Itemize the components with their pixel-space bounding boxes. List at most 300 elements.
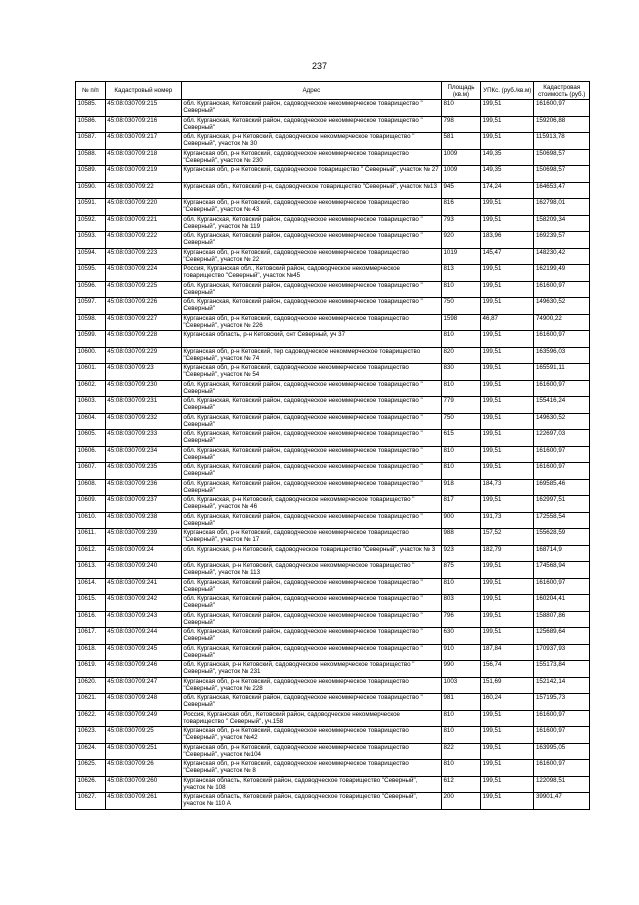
upks-cell: 199,51 [481, 331, 534, 348]
address-cell: Курганская обл, р-н Кетовский, садоводческое некоммерческое товарищество "Северный", участок № 17 [181, 529, 441, 546]
area-cell: 1019 [441, 248, 480, 265]
table-row [76, 512, 590, 529]
table-row [76, 710, 590, 727]
address-cell: обл. Курганская, Кетовский район, садоводческое некоммерческое товарищество " Северный" [181, 512, 441, 529]
row-number-cell: 10621. [76, 694, 106, 711]
table-row [76, 413, 590, 430]
area-cell: 920 [441, 232, 480, 249]
cadastral-number-cell: 45:08:030709:230 [105, 380, 181, 397]
table-row [76, 265, 590, 282]
cadastral-number-cell: 45:08:030709:25 [105, 727, 181, 744]
cadastral-number-cell: 45:08:030709:243 [105, 611, 181, 628]
row-number-cell: 10607. [76, 463, 106, 480]
row-number-cell: 10619. [76, 661, 106, 678]
row-number-cell: 10613. [76, 562, 106, 579]
upks-cell: 199,51 [481, 446, 534, 463]
row-number-cell: 10614. [76, 578, 106, 595]
upks-cell: 199,51 [481, 380, 534, 397]
row-number-cell: 10589. [76, 166, 106, 183]
cadastral-number-cell: 45:08:030709:219 [105, 166, 181, 183]
address-cell: обл. Курганская, Кетовский район, садоводческое некоммерческое товарищество " Северный" [181, 628, 441, 645]
area-cell: 817 [441, 496, 480, 513]
cadastral-number-cell: 45:08:030709:234 [105, 446, 181, 463]
cadastral-number-cell: 45:08:030709:231 [105, 397, 181, 414]
cadastral-value-cell: 125689,64 [534, 628, 590, 645]
upks-cell: 156,74 [481, 661, 534, 678]
area-cell: 793 [441, 215, 480, 232]
row-number-cell: 10598. [76, 314, 106, 331]
cadastral-value-cell: 161600,97 [534, 331, 590, 348]
table-row [76, 232, 590, 249]
upks-cell: 187,84 [481, 644, 534, 661]
cadastral-number-cell: 45:08:030709:224 [105, 265, 181, 282]
cadastral-value-cell: 174568,94 [534, 562, 590, 579]
upks-cell: 199,51 [481, 611, 534, 628]
table-header-row [76, 82, 590, 100]
cadastral-value-cell: 155173,84 [534, 661, 590, 678]
table-row [76, 430, 590, 447]
cadastral-value-cell: 39901,47 [534, 793, 590, 810]
area-cell: 990 [441, 661, 480, 678]
area-cell: 1598 [441, 314, 480, 331]
row-number-cell: 10605. [76, 430, 106, 447]
table-row [76, 727, 590, 744]
address-cell: Курганская обл, р-н Кетовский, садоводческое некоммерческое товарищество "Северный", участок № 228 [181, 677, 441, 694]
address-cell: обл. Курганская, Кетовский район, садоводческое некоммерческое товарищество " Северный" [181, 611, 441, 628]
upks-cell: 184,73 [481, 479, 534, 496]
header-address: Адрес [181, 82, 441, 100]
cadastral-number-cell: 45:08:030709:223 [105, 248, 181, 265]
table-row [76, 628, 590, 645]
cadastral-number-cell: 45:08:030709:241 [105, 578, 181, 595]
cadastral-number-cell: 45:08:030709:261 [105, 793, 181, 810]
cadastral-value-cell: 163995,05 [534, 743, 590, 760]
address-cell: обл. Курганская, Кетовский район, садоводческое некоммерческое товарищество " Северный" [181, 595, 441, 612]
cadastral-value-cell: 157195,73 [534, 694, 590, 711]
row-number-cell: 10623. [76, 727, 106, 744]
upks-cell: 151,69 [481, 677, 534, 694]
address-cell: обл. Курганская, Кетовский район, садоводческое некоммерческое товарищество " Северный" [181, 644, 441, 661]
header-area: Площадь (кв.м) [441, 82, 480, 100]
cadastral-number-cell: 45:08:030709:251 [105, 743, 181, 760]
row-number-cell: 10603. [76, 397, 106, 414]
address-cell: Курганская обл, р-н Кетовский, садоводческое некоммерческое товарищество "Северный", участок № 226 [181, 314, 441, 331]
area-cell: 910 [441, 644, 480, 661]
row-number-cell: 10611. [76, 529, 106, 546]
cadastral-number-cell: 45:08:030709:260 [105, 776, 181, 793]
table-row [76, 182, 590, 199]
upks-cell: 157,52 [481, 529, 534, 546]
row-number-cell: 10586. [76, 116, 106, 133]
upks-cell: 149,35 [481, 166, 534, 183]
row-number-cell: 10596. [76, 281, 106, 298]
table-row [76, 331, 590, 348]
cadastral-value-cell: 161600,97 [534, 380, 590, 397]
area-cell: 803 [441, 595, 480, 612]
cadastral-number-cell: 45:08:030709:225 [105, 281, 181, 298]
area-cell: 798 [441, 116, 480, 133]
address-cell: обл. Курганская, Кетовский район, садоводческое некоммерческое товарищество " Северный" [181, 479, 441, 496]
table-row [76, 694, 590, 711]
row-number-cell: 10610. [76, 512, 106, 529]
row-number-cell: 10599. [76, 331, 106, 348]
cadastral-number-cell: 45:08:030709:236 [105, 479, 181, 496]
upks-cell: 199,51 [481, 496, 534, 513]
area-cell: 810 [441, 760, 480, 777]
row-number-cell: 10600. [76, 347, 106, 364]
row-number-cell: 10608. [76, 479, 106, 496]
area-cell: 796 [441, 611, 480, 628]
cadastral-value-cell: 169239,57 [534, 232, 590, 249]
upks-cell: 199,51 [481, 116, 534, 133]
cadastral-value-cell: 155628,59 [534, 529, 590, 546]
address-cell: обл. Курганская, р-н Кетовский, садоводческое некоммерческое товарищество " Северный", участок № 113 [181, 562, 441, 579]
cadastral-table [75, 81, 590, 810]
area-cell: 810 [441, 710, 480, 727]
header-cadastral-number: Кадастровый номер [105, 82, 181, 100]
upks-cell: 199,51 [481, 463, 534, 480]
cadastral-number-cell: 45:08:030709:222 [105, 232, 181, 249]
table-row [76, 248, 590, 265]
row-number-cell: 10627. [76, 793, 106, 810]
cadastral-number-cell: 45:08:030709:229 [105, 347, 181, 364]
cadastral-value-cell: 172558,54 [534, 512, 590, 529]
upks-cell: 199,51 [481, 199, 534, 216]
table-row [76, 314, 590, 331]
upks-cell: 199,51 [481, 727, 534, 744]
cadastral-value-cell: 74900,22 [534, 314, 590, 331]
row-number-cell: 10597. [76, 298, 106, 315]
cadastral-value-cell: 161600,97 [534, 578, 590, 595]
upks-cell: 199,51 [481, 413, 534, 430]
address-cell: обл. Курганская, Кетовский район, садоводческое некоммерческое товарищество " Северный" [181, 281, 441, 298]
cadastral-value-cell: 161600,97 [534, 100, 590, 117]
address-cell: обл. Курганская, Кетовский район, садоводческое некоммерческое товарищество " Северный" [181, 413, 441, 430]
table-row [76, 496, 590, 513]
table-row [76, 578, 590, 595]
row-number-cell: 10617. [76, 628, 106, 645]
cadastral-value-cell: 148230,42 [534, 248, 590, 265]
table-row [76, 611, 590, 628]
cadastral-number-cell: 45:08:030709:217 [105, 133, 181, 150]
cadastral-value-cell: 162798,01 [534, 199, 590, 216]
cadastral-number-cell: 45:08:030709:240 [105, 562, 181, 579]
address-cell: Курганская обл, р-н Кетовский, садоводческое некоммерческое товарищество "Северный", участок № 230 [181, 149, 441, 166]
area-cell: 816 [441, 199, 480, 216]
table-row [76, 479, 590, 496]
cadastral-number-cell: 45:08:030709:221 [105, 215, 181, 232]
area-cell: 945 [441, 182, 480, 199]
address-cell: Курганская область, Кетовский район, садоводческое товарищество "Северный", участок № 110 А [181, 793, 441, 810]
cadastral-value-cell: 150698,57 [534, 166, 590, 183]
table-row [76, 199, 590, 216]
cadastral-value-cell: 149630,52 [534, 298, 590, 315]
area-cell: 810 [441, 463, 480, 480]
table-row [76, 644, 590, 661]
cadastral-number-cell: 45:08:030709:235 [105, 463, 181, 480]
address-cell: Россия, Курганская обл., Кетовский район, садоводческое некоммерческое товарищество " Северный", уч.158 [181, 710, 441, 727]
cadastral-number-cell: 45:08:030709:215 [105, 100, 181, 117]
cadastral-number-cell: 45:08:030709:216 [105, 116, 181, 133]
address-cell: Курганская обл, р-н Кетовский, садоводческое некоммерческое товарищество "Северный", участок № 8 [181, 760, 441, 777]
table-row [76, 463, 590, 480]
cadastral-value-cell: 150698,57 [534, 149, 590, 166]
table-row [76, 166, 590, 183]
row-number-cell: 10606. [76, 446, 106, 463]
row-number-cell: 10624. [76, 743, 106, 760]
upks-cell: 199,51 [481, 100, 534, 117]
table-row [76, 133, 590, 150]
cadastral-value-cell: 161600,97 [534, 727, 590, 744]
address-cell: обл. Курганская, Кетовский район, садоводческое некоммерческое товарищество " Северный" [181, 446, 441, 463]
cadastral-number-cell: 45:08:030709:244 [105, 628, 181, 645]
cadastral-value-cell: 162199,49 [534, 265, 590, 282]
address-cell: обл. Курганская, Кетовский район, садоводческое некоммерческое товарищество " Северный" [181, 463, 441, 480]
area-cell: 810 [441, 578, 480, 595]
address-cell: Курганская область, Кетовский район, садоводческое товарищество "Северный", участок № 108 [181, 776, 441, 793]
address-cell: обл. Курганская, Кетовский район, садоводческое некоммерческое товарищество " Северный" [181, 430, 441, 447]
area-cell: 630 [441, 628, 480, 645]
upks-cell: 145,47 [481, 248, 534, 265]
upks-cell: 199,51 [481, 364, 534, 381]
cadastral-number-cell: 45:08:030709:220 [105, 199, 181, 216]
cadastral-value-cell: 161600,97 [534, 463, 590, 480]
address-cell: обл. Курганская, Кетовский район, садоводческое некоммерческое товарищество " Северный" [181, 380, 441, 397]
row-number-cell: 10622. [76, 710, 106, 727]
cadastral-number-cell: 45:08:030709:237 [105, 496, 181, 513]
header-upks: УПКс. (руб./кв.м) [481, 82, 534, 100]
row-number-cell: 10595. [76, 265, 106, 282]
upks-cell: 199,51 [481, 743, 534, 760]
table-row [76, 215, 590, 232]
table-row [76, 661, 590, 678]
header-cadastral-value: Кадастровая стоимость (руб.) [534, 82, 590, 100]
address-cell: Россия, Курганская обл., Кетовский район, садоводческое некоммерческое товарищество "Северный", участок №45 [181, 265, 441, 282]
address-cell: обл. Курганская, р-н Кетовский, садоводческое некоммерческое товарищество " Северный", участок № 46 [181, 496, 441, 513]
upks-cell: 183,96 [481, 232, 534, 249]
upks-cell: 199,51 [481, 562, 534, 579]
address-cell: обл. Курганская, Кетовский район, садоводческое некоммерческое товарищество " Северный" [181, 578, 441, 595]
cadastral-number-cell: 45:08:030709:228 [105, 331, 181, 348]
upks-cell: 149,35 [481, 149, 534, 166]
table-row [76, 281, 590, 298]
cadastral-value-cell: 161600,97 [534, 446, 590, 463]
cadastral-number-cell: 45:08:030709:23 [105, 364, 181, 381]
row-number-cell: 10616. [76, 611, 106, 628]
area-cell: 612 [441, 776, 480, 793]
cadastral-value-cell: 152142,14 [534, 677, 590, 694]
row-number-cell: 10601. [76, 364, 106, 381]
cadastral-value-cell: 161600,97 [534, 710, 590, 727]
table-row [76, 149, 590, 166]
cadastral-number-cell: 45:08:030709:248 [105, 694, 181, 711]
cadastral-number-cell: 45:08:030709:232 [105, 413, 181, 430]
cadastral-value-cell: 164653,47 [534, 182, 590, 199]
area-cell: 830 [441, 364, 480, 381]
address-cell: Курганская область, р-н Кетовский, снт Северный, уч 37 [181, 331, 441, 348]
address-cell: обл. Курганская, р-н Кетовский, садоводческое товарищество "Северный", участок № 3 [181, 545, 441, 562]
address-cell: обл. Курганская, Кетовский район, садоводческое некоммерческое товарищество " Северный", участок № 119 [181, 215, 441, 232]
address-cell: Курганская обл, р-н Кетовский, садоводческое товарищество " Северный", участок № 27 [181, 166, 441, 183]
row-number-cell: 10609. [76, 496, 106, 513]
upks-cell: 199,51 [481, 578, 534, 595]
area-cell: 918 [441, 479, 480, 496]
upks-cell: 199,51 [481, 133, 534, 150]
table-row [76, 545, 590, 562]
area-cell: 810 [441, 380, 480, 397]
row-number-cell: 10587. [76, 133, 106, 150]
row-number-cell: 10620. [76, 677, 106, 694]
table-row [76, 347, 590, 364]
address-cell: обл. Курганская, Кетовский район, садоводческое некоммерческое товарищество " Северный" [181, 100, 441, 117]
area-cell: 810 [441, 727, 480, 744]
row-number-cell: 10626. [76, 776, 106, 793]
address-cell: обл. Курганская, Кетовский район, садоводческое некоммерческое товарищество " Северный" [181, 694, 441, 711]
upks-cell: 182,79 [481, 545, 534, 562]
row-number-cell: 10602. [76, 380, 106, 397]
upks-cell: 199,51 [481, 347, 534, 364]
table-row [76, 677, 590, 694]
cadastral-number-cell: 45:08:030709:246 [105, 661, 181, 678]
area-cell: 981 [441, 694, 480, 711]
table-row [76, 529, 590, 546]
row-number-cell: 10588. [76, 149, 106, 166]
upks-cell: 199,51 [481, 793, 534, 810]
table-row [76, 380, 590, 397]
cadastral-number-cell: 45:08:030709:24 [105, 545, 181, 562]
cadastral-number-cell: 45:08:030709:242 [105, 595, 181, 612]
table-row [76, 446, 590, 463]
cadastral-number-cell: 45:08:030709:238 [105, 512, 181, 529]
area-cell: 1009 [441, 149, 480, 166]
cadastral-number-cell: 45:08:030709:233 [105, 430, 181, 447]
cadastral-number-cell: 45:08:030709:227 [105, 314, 181, 331]
upks-cell: 199,51 [481, 215, 534, 232]
area-cell: 875 [441, 562, 480, 579]
upks-cell: 199,51 [481, 776, 534, 793]
row-number-cell: 10625. [76, 760, 106, 777]
upks-cell: 174,24 [481, 182, 534, 199]
area-cell: 779 [441, 397, 480, 414]
table-row [76, 100, 590, 117]
area-cell: 820 [441, 347, 480, 364]
area-cell: 822 [441, 743, 480, 760]
table-row [76, 743, 590, 760]
cadastral-number-cell: 45:08:030709:249 [105, 710, 181, 727]
upks-cell: 191,73 [481, 512, 534, 529]
cadastral-number-cell: 45:08:030709:218 [105, 149, 181, 166]
table-row [76, 595, 590, 612]
cadastral-number-cell: 45:08:030709:22 [105, 182, 181, 199]
address-cell: обл. Курганская, Кетовский район, садоводческое некоммерческое товарищество " Северный" [181, 116, 441, 133]
area-cell: 810 [441, 281, 480, 298]
area-cell: 615 [441, 430, 480, 447]
cadastral-value-cell: 155416,24 [534, 397, 590, 414]
address-cell: Курганская обл, р-н Кетовский, садоводческое некоммерческое товарищество "Северный", участок № 22 [181, 248, 441, 265]
address-cell: Курганская обл, р-н Кетовский, садоводческое некоммерческое товарищество "Северный", участок № 43 [181, 199, 441, 216]
table-row [76, 397, 590, 414]
cadastral-value-cell: 170937,93 [534, 644, 590, 661]
table-row [76, 364, 590, 381]
cadastral-value-cell: 169585,46 [534, 479, 590, 496]
cadastral-number-cell: 45:08:030709:239 [105, 529, 181, 546]
area-cell: 900 [441, 512, 480, 529]
upks-cell: 46,87 [481, 314, 534, 331]
row-number-cell: 10585. [76, 100, 106, 117]
table-body [76, 100, 590, 810]
cadastral-value-cell: 161600,97 [534, 760, 590, 777]
cadastral-number-cell: 45:08:030709:226 [105, 298, 181, 315]
area-cell: 810 [441, 331, 480, 348]
header-num: № п/п [76, 82, 106, 100]
row-number-cell: 10612. [76, 545, 106, 562]
upks-cell: 199,51 [481, 298, 534, 315]
table-row [76, 760, 590, 777]
upks-cell: 160,24 [481, 694, 534, 711]
upks-cell: 199,51 [481, 281, 534, 298]
upks-cell: 199,51 [481, 265, 534, 282]
cadastral-value-cell: 160204,41 [534, 595, 590, 612]
area-cell: 750 [441, 413, 480, 430]
area-cell: 988 [441, 529, 480, 546]
address-cell: обл. Курганская, Кетовский район, садоводческое некоммерческое товарищество " Северный" [181, 232, 441, 249]
page-number: 237 [311, 61, 328, 71]
area-cell: 750 [441, 298, 480, 315]
address-cell: Курганская обл, р-н Кетовский, тер садоводческое некоммерческое товарищество "Северный", участок № 74 [181, 347, 441, 364]
area-cell: 810 [441, 100, 480, 117]
upks-cell: 199,51 [481, 628, 534, 645]
cadastral-value-cell: 158807,86 [534, 611, 590, 628]
row-number-cell: 10592. [76, 215, 106, 232]
address-cell: обл. Курганская, Кетовский район, садоводческое некоммерческое товарищество " Северный" [181, 397, 441, 414]
cadastral-value-cell: 158209,34 [534, 215, 590, 232]
address-cell: обл. Курганская, р-н Кетовский, садоводческое некоммерческое товарищество " Северный", участок № 231 [181, 661, 441, 678]
row-number-cell: 10594. [76, 248, 106, 265]
upks-cell: 199,51 [481, 397, 534, 414]
address-cell: Курганская обл, р-н Кетовский, садоводческое некоммерческое товарищество "Северный", участок №42 [181, 727, 441, 744]
area-cell: 581 [441, 133, 480, 150]
table-row [76, 298, 590, 315]
area-cell: 1009 [441, 166, 480, 183]
address-cell: Курганская обл., Кетовский р-н, садоводческое товарищество "Северный", участок №13 [181, 182, 441, 199]
area-cell: 923 [441, 545, 480, 562]
cadastral-number-cell: 45:08:030709:247 [105, 677, 181, 694]
area-cell: 200 [441, 793, 480, 810]
cadastral-value-cell: 165591,11 [534, 364, 590, 381]
table-row [76, 793, 590, 810]
cadastral-number-cell: 45:08:030709:26 [105, 760, 181, 777]
cadastral-value-cell: 149630,52 [534, 413, 590, 430]
address-cell: обл. Курганская, Кетовский район, садоводческое некоммерческое товарищество " Северный" [181, 298, 441, 315]
area-cell: 1003 [441, 677, 480, 694]
row-number-cell: 10615. [76, 595, 106, 612]
address-cell: обл. Курганская, р-н Кетовский, садоводческое некоммерческое товарищество " Северный", участок № 30 [181, 133, 441, 150]
row-number-cell: 10604. [76, 413, 106, 430]
table-row [76, 116, 590, 133]
cadastral-value-cell: 122098,51 [534, 776, 590, 793]
cadastral-value-cell: 163596,03 [534, 347, 590, 364]
upks-cell: 199,51 [481, 760, 534, 777]
cadastral-number-cell: 45:08:030709:245 [105, 644, 181, 661]
row-number-cell: 10618. [76, 644, 106, 661]
row-number-cell: 10593. [76, 232, 106, 249]
cadastral-value-cell: 162997,51 [534, 496, 590, 513]
cadastral-value-cell: 115913,78 [534, 133, 590, 150]
area-cell: 810 [441, 446, 480, 463]
address-cell: Курганская обл, р-н Кетовский, садоводческое некоммерческое товарищество "Северный", участок № 54 [181, 364, 441, 381]
cadastral-value-cell: 159206,88 [534, 116, 590, 133]
row-number-cell: 10590. [76, 182, 106, 199]
